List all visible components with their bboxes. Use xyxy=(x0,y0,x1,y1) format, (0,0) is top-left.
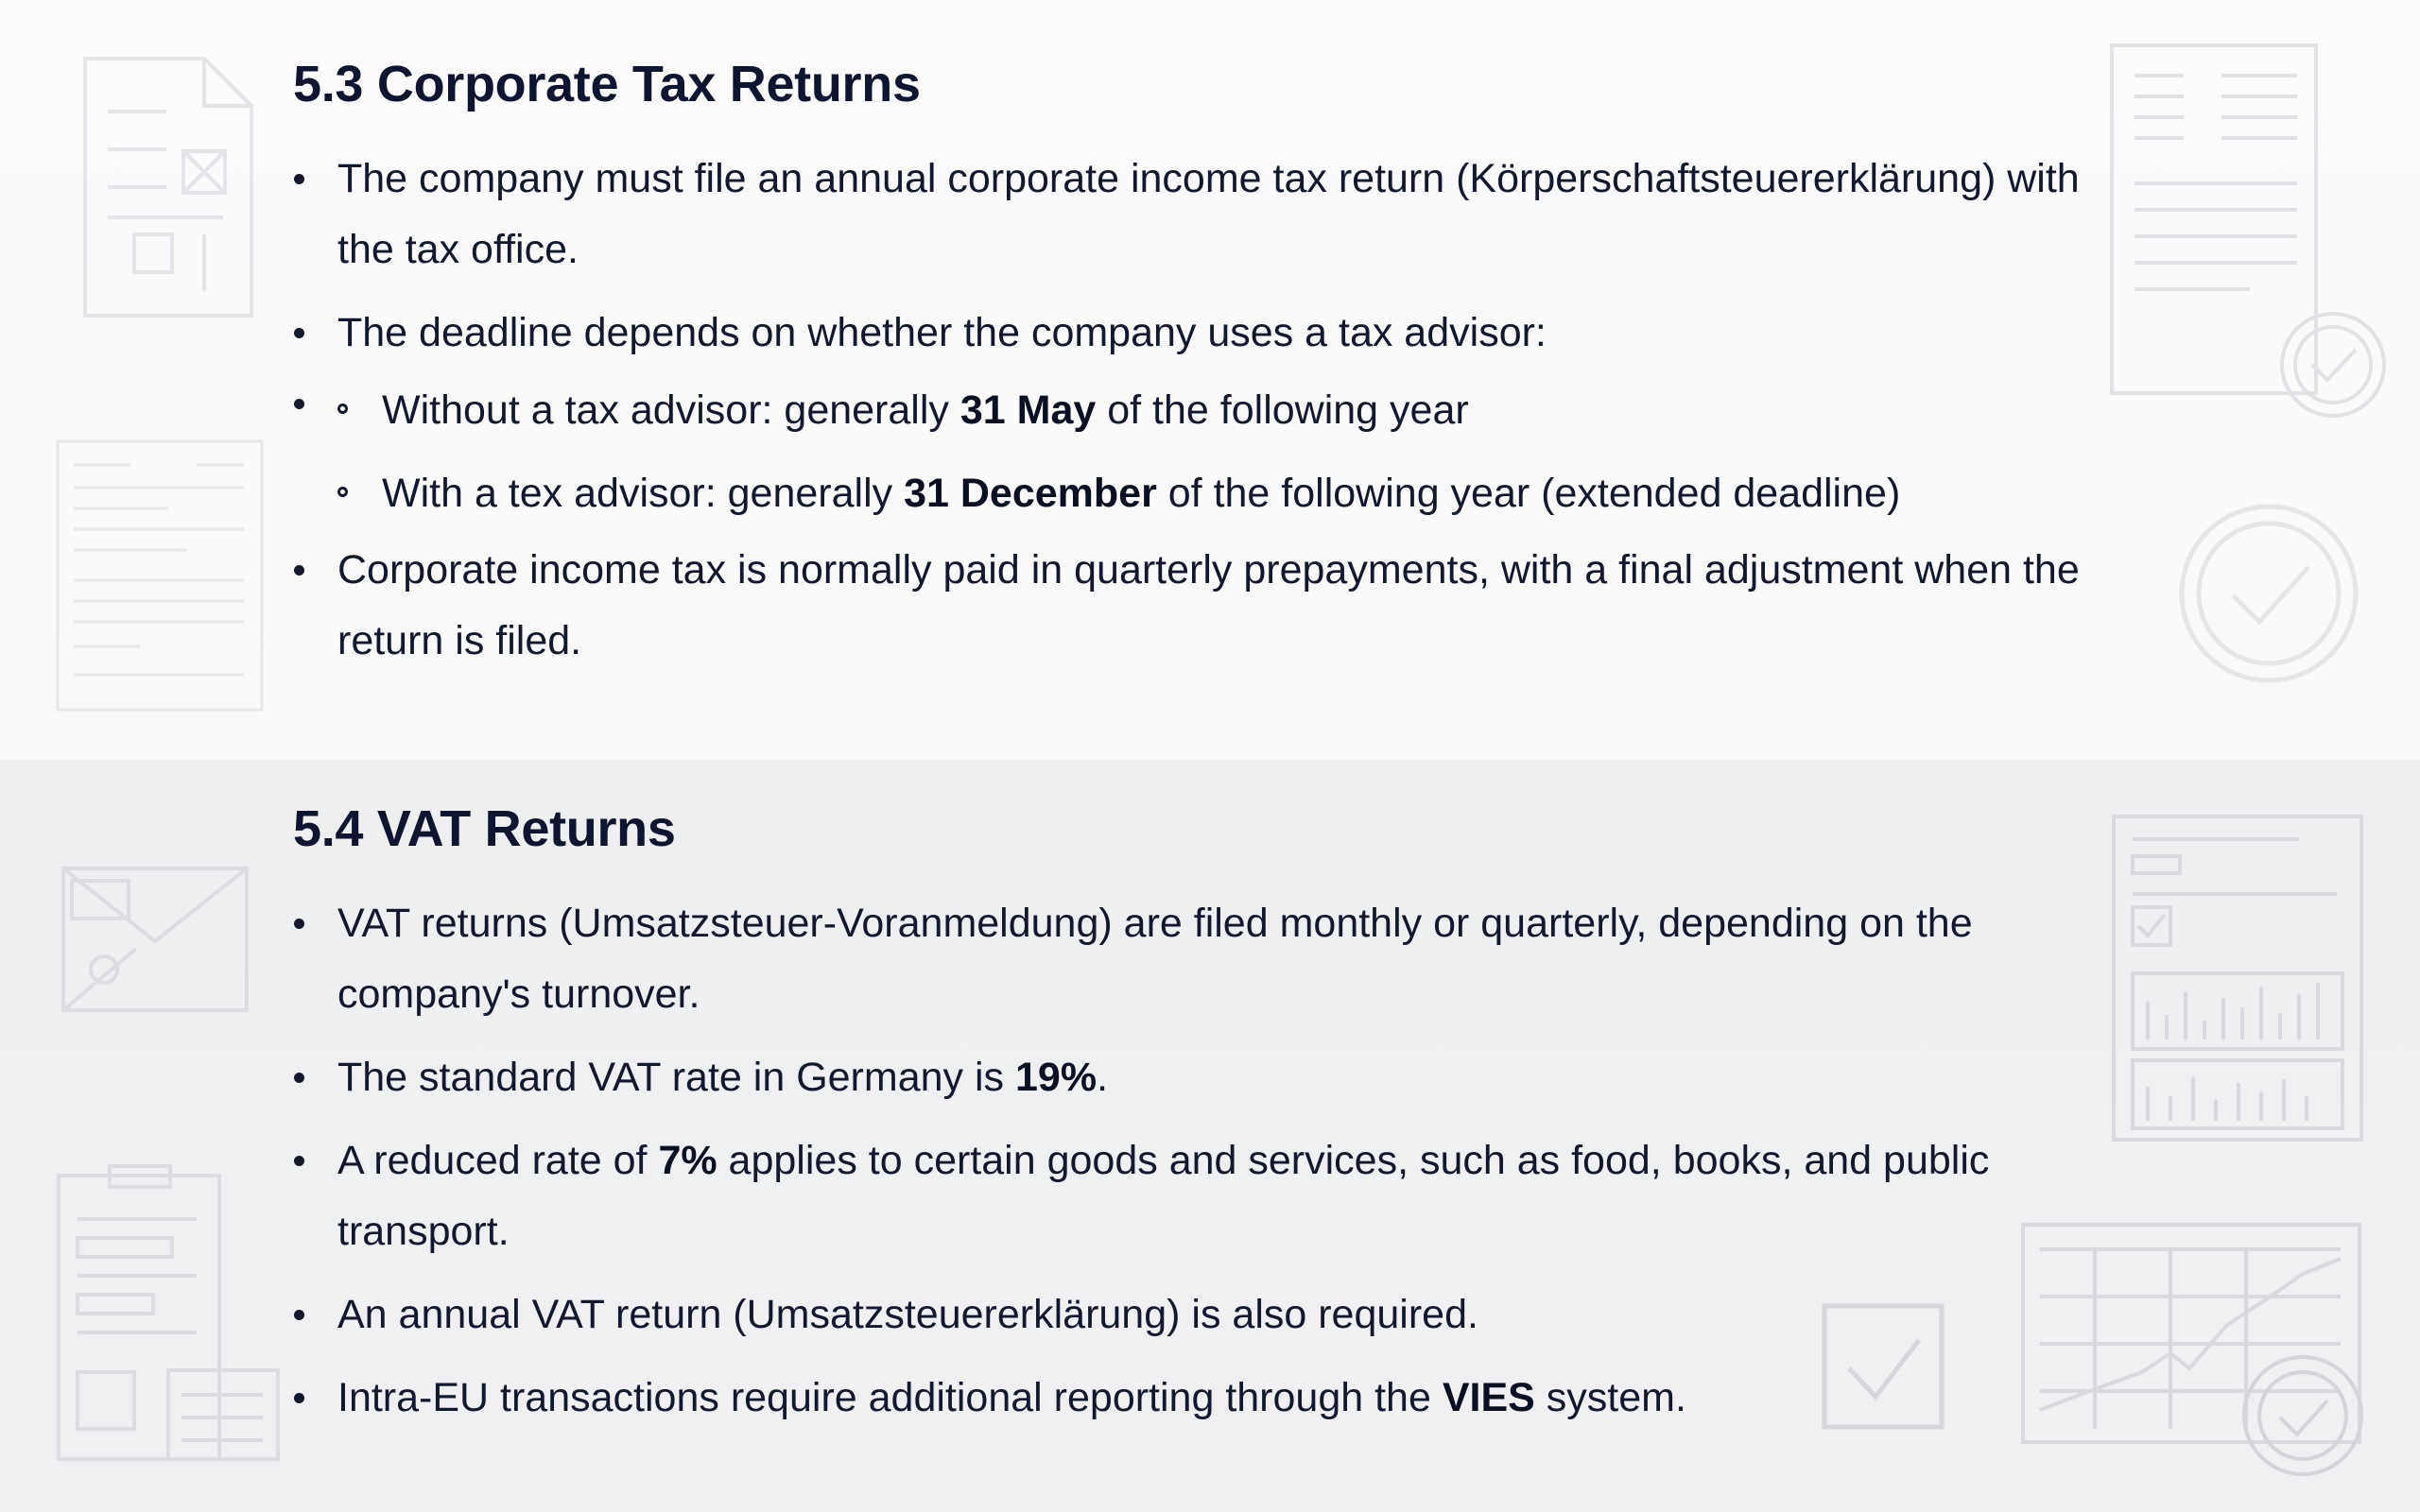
sub-list-item: With a tex advisor: generally 31 December of the following year (extended deadline) xyxy=(293,452,2136,535)
list-item: An annual VAT return (Umsatzsteuererklärung) is also required. xyxy=(293,1280,2136,1350)
section-heading: 5.3 Corporate Tax Returns xyxy=(293,56,921,112)
list-item: VAT returns (Umsatzsteuer-Voranmeldung) are filed monthly or quarterly, depending on the company's turnover. xyxy=(293,888,2136,1030)
section-vat-returns xyxy=(293,796,2136,1434)
bullet-list xyxy=(293,888,2136,1434)
seal-check-icon xyxy=(2238,1351,2367,1480)
list-item: The company must file an annual corporate income tax return (Körperschaftsteuererklärung) with the tax office. xyxy=(293,144,2136,285)
sub-bullet-list xyxy=(293,369,2136,535)
list-item: The deadline depends on whether the company uses a tax advisor: xyxy=(293,298,2136,369)
stamp-check-icon xyxy=(2276,308,2390,421)
clipboard-icon xyxy=(55,1162,282,1465)
envelope-icon xyxy=(60,866,250,1013)
bar-chart-form-icon xyxy=(2110,813,2365,1143)
section-corporate-tax-returns xyxy=(293,51,2136,677)
sub-list-container xyxy=(293,369,2136,535)
document-icon xyxy=(81,55,255,319)
bullet-list xyxy=(293,144,2136,677)
section-heading: 5.4 VAT Returns xyxy=(293,800,676,857)
sub-list-item: Without a tax advisor: generally 31 May of the following year xyxy=(293,369,2136,452)
list-item: Intra-EU transactions require additional reporting through the VIES system. xyxy=(293,1363,2136,1434)
list-item: The standard VAT rate in Germany is 19%. xyxy=(293,1042,2136,1113)
list-item: A reduced rate of 7% applies to certain goods and services, such as food, books, and public transport. xyxy=(293,1125,2136,1267)
form-icon xyxy=(55,438,265,713)
check-circle-icon xyxy=(2176,501,2361,686)
list-item: Corporate income tax is normally paid in quarterly prepayments, with a final adjustment when the return is filed. xyxy=(293,535,2136,677)
